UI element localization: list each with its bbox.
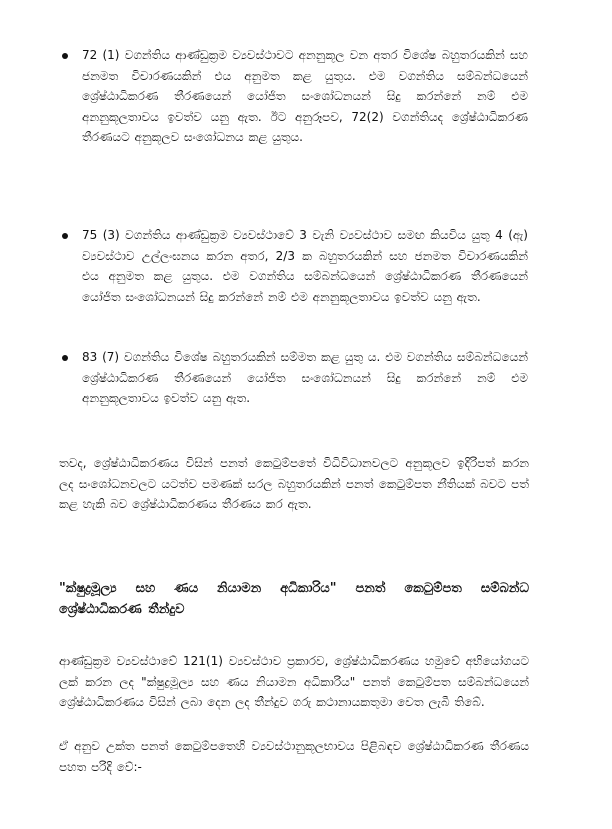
bullet-text-83: 83 (7) වගන්තිය විශේෂ බහුතරයකින් සම්මත කළ යුතු ය. එම වගන්තිය සම්බන්ධයෙන් ශ්‍රේෂ්ඨාධිකරණ තීරණයෙන් යෝජිත සංශෝධනයන් සිදු කරන්නේ නම් එම අනනුකූලතාවය ඉවත්ව යනු ඇත. (82, 350, 528, 406)
bullet-dot-icon (62, 53, 68, 59)
ruling-intro-paragraph: ඒ අනුව උක්ත පනත් කෙටුම්පතෙහි ව්‍යවස්ථානුකූලභාවය පිළිබඳව ශ්‍රේෂ්ඨාධිකරණ තීරණය පහත පරිදි වේ:- (59, 739, 529, 774)
ruling-received-paragraph: ආණ්ඩුක්‍රම ව්‍යවස්ථාවේ 121(1) ව්‍යවස්ථාව ප්‍රකාරව, ශ්‍රේෂ්ඨාධිකරණය හමුවේ අභියෝගයට ලක් කරන ලද "ක්ෂුද්‍රමූල්‍ය සහ ණය නියාමන අධිකාරිය" පනත් කෙටුම්පත සම්බන්ධයෙන් ශ්‍රේෂ්ඨාධිකරණය විසින් ලබා දෙන ලද තීන්දුව ගරු කථානායකතුමා වෙත ලැබී තිබේ. (59, 654, 529, 710)
bullet-item-83 (82, 347, 528, 409)
court-decision-paragraph: තවද, ශ්‍රේෂ්ඨාධිකරණය විසින් පනත් කෙටුම්පතේ විධිවිධානවලට අනුකූලව ඉදිරිපත් කරන ලද සංශෝධනවලට යටත්ව පමණක් සරල බහුතරයකින් පනත් කෙටුම්පත නීතියක් බවට පත් කළ හැකි බව ශ්‍රේෂ්ඨාධිකරණය තීරණය කර ඇත. (59, 456, 529, 512)
bullet-item-75 (82, 225, 528, 307)
bullet-text-72: 72 (1) වගන්තිය ආණ්ඩුක්‍රම ව්‍යවස්ථාවට අනනුකූල වන අතර විශේෂ බහුතරයකින් සහ ජනමත විචාරණයකින් එය අනුමත කළ යුතුය. එම වගන්තිය සම්බන්ධයෙන් ශ්‍රේෂ්ඨාධිකරණ තීරණයෙන් යෝජිත සංශෝධනයන් සිදු කරන්නේ නම් එම අනනුකූලතාවය ඉවත්ව යනු ඇත. ඊට අනුරූපව, 72(2) වගන්තියද ශ්‍රේෂ්ඨාධිකරණ තීරණයට අනුකූලව සංශෝධනය කළ යුතුය. (82, 48, 528, 145)
bullet-dot-icon (62, 233, 68, 239)
bullet-dot-icon (62, 355, 68, 361)
bullet-item-72 (82, 45, 528, 148)
section-heading: "ක්ෂුද්‍රමූල්‍ය සහ ණය නියාමන අධිකාරිය" පනත් කෙටුම්පත සම්බන්ධ ශ්‍රේෂ්ඨාධිකරණ තීන්දුව (59, 581, 529, 617)
bullet-text-75: 75 (3) වගන්තිය ආණ්ඩුක්‍රම ව්‍යවස්ථාවේ 3 වැනි ව්‍යවස්ථාව සමඟ කියවිය යුතු 4 (ඇ) ව්‍යවස්ථාව උල්ලංඝනය කරන අතර, 2/3 ක බහුතරයකින් සහ ජනමත විචාරණයකින් එය අනුමත කළ යුතුය. එම වගන්තිය සම්බන්ධයෙන් ශ්‍රේෂ්ඨාධිකරණ තීරණයෙන් යෝජිත සංශෝධනයන් සිදු කරන්නේ නම් එම අනනුකූලතාවය ඉවත්ව යනු ඇත. (82, 228, 528, 304)
